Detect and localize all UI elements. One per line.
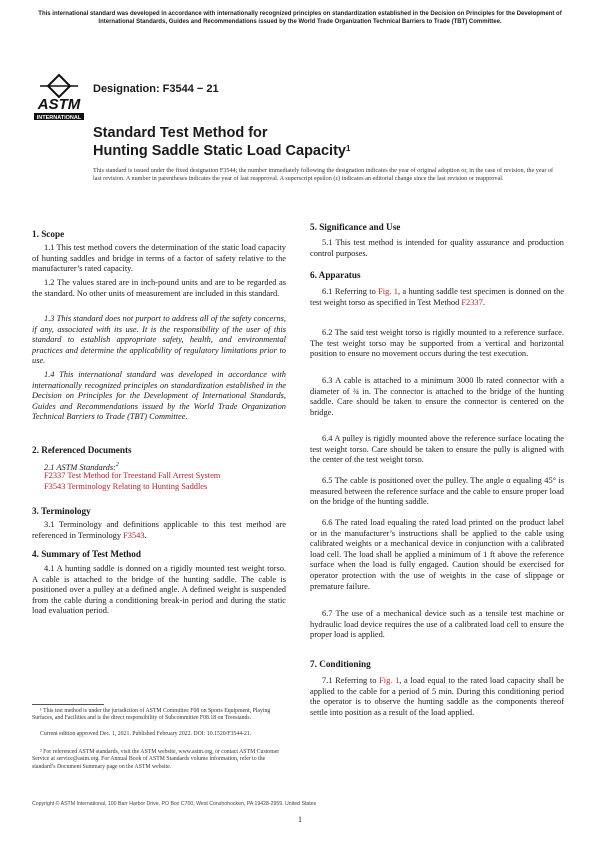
para-1-3: 1.3 This standard does not purport to address all of the safety concerns, if any, associated with its use. It is the responsibility of the user of this standard to establish appropriate safety, health, and environmental practices and determine the applicability of regulatory limitations prior to use.: [32, 314, 286, 366]
section-3-heading: 3. Terminology: [32, 506, 91, 516]
ref-title-f3543[interactable]: Terminology Relating to Hunting Saddles: [67, 482, 208, 491]
logo-text: ASTM: [37, 96, 81, 113]
title-line-2: Hunting Saddle Static Load Capacity: [93, 143, 346, 159]
copyright-line: Copyright © ASTM International, 100 Barr Harbor Drive, PO Box C700, West Conshohocken, PA 19428-2959. United States: [32, 801, 317, 807]
fig1-link-2[interactable]: Fig. 1: [379, 676, 400, 685]
para-3-1: 3.1 Terminology and definitions applicable to this test method are referenced in Terminology F3543.: [32, 520, 286, 540]
standards-notice: This international standard was developed in accordance with internationally recognized principles on standardization established in the Decision on Principles for the Development of International Standards, Guides and Recommendations issued by the World Trade Organization Technical Barriers to Trade (TBT) Committee.: [38, 11, 562, 25]
para-5-1: 5.1 This test method is intended for quality assurance and production control purposes.: [310, 238, 564, 258]
ref-code-f3543[interactable]: F3543: [44, 482, 66, 491]
section-7-heading: 7. Conditioning: [310, 659, 371, 669]
section-6-heading: 6. Apparatus: [310, 270, 361, 280]
para-6-4: 6.4 A pulley is rigidly mounted above the reference surface locating the test weight torso. Care should be taken to ensure the pully is aligned with the center of the test weight torso.: [310, 434, 564, 465]
footnote-2: ² For referenced ASTM standards, visit the ASTM website, www.astm.org, or contact ASTM Customer Service at service@astm.org. For Annual Book of ASTM Standards volume information, refer to the standard’s Document Summary page on the ASTM website.: [32, 749, 280, 770]
para-1-4: 1.4 This international standard was developed in accordance with internationally recognized principles on standardization established in the Decision on Principles for the Development of International Standards, Guides and Recommendations issued by the World Trade Organization Technical Barriers to Trade (TBT) Committee.: [32, 370, 286, 422]
section-5-heading: 5. Significance and Use: [310, 222, 401, 232]
para-6-1: 6.1 Referring to Fig. 1, a hunting saddle test specimen is donned on the test weight torso as specified in Test Method F2337.: [310, 287, 564, 307]
para-1-2: 1.2 The values stared are in inch-pound units and are to be regarded as the standard. No other units of measurement are included in this standard.: [32, 278, 286, 298]
astm-standards-label: 2.1 ASTM Standards:$^2$: [44, 462, 119, 472]
issuance-note: This standard is issued under the fixed designation F3544; the number immediately following the designation indicates the year of original adoption or, in the case of revision, the year of last revision. A number in parentheses indicates the year of last reapproval. A superscript epsilon (ε) indicates an editorial change since the last revision or reapproval.: [93, 167, 554, 183]
reference-f3543[interactable]: [44, 482, 207, 493]
footnote-1: ¹ This test method is under the jurisdiction of ASTM Committee F08 on Sports Equipment, Playing Surfaces, and Facilities and is the direct responsibility of Subcommittee F08.18 on Treestands.: [32, 708, 271, 722]
para-6-7: 6.7 The use of a mechanical device such as a tensile test machine or hydraulic load device requires the use of a calibrated load cell to ensure the proper load is applied.: [310, 609, 564, 640]
section-2-heading: 2. Referenced Documents: [32, 445, 132, 455]
astm-logo: [30, 72, 88, 122]
document-title: [93, 124, 553, 160]
reference-f2337[interactable]: [44, 471, 220, 482]
footnote-divider: [32, 704, 104, 705]
section-4-heading: 4. Summary of Test Method: [32, 549, 141, 559]
logo-subtext: INTERNATIONAL: [36, 115, 82, 121]
title-footnote-mark: 1: [345, 144, 351, 153]
para-6-2: 6.2 The said test weight torso is rigidly mounted to a reference surface. The test weight torso may be supported from a vertical and horizontal position to ensure no movement occurs during the test execution.: [310, 328, 564, 359]
para-6-3: 6.3 A cable is attached to a minimum 3000 lb rated connector with a diameter of ¾ in. The connector is attached to the bridge of the hunting saddle. Care should be taken to ensure the connector is centered on the bridge.: [310, 376, 564, 417]
designation: Designation: F3544 − 21: [93, 83, 219, 95]
page-number: 1: [298, 815, 302, 824]
para-7-1: 7.1 Referring to Fig. 1, a load equal to the rated load capacity shall be applied to the cable for a period of 5 min. During this conditioning period the operator is to observe the hunting saddle as the components thereof settle into position as a result of the load applied.: [310, 676, 564, 717]
para-1-1: 1.1 This test method covers the determination of the static load capacity of hunting saddles and bridge in terms of a factor of safety relative to the manufacturer’s rated capacity.: [32, 243, 286, 274]
ref-title-f2337[interactable]: Test Method for Treestand Fall Arrest System: [67, 471, 221, 480]
title-line-1: Standard Test Method for: [93, 125, 268, 141]
ref-code-f2337[interactable]: F2337: [44, 471, 66, 480]
para-4-1: 4.1 A hunting saddle is donned on a rigidly mounted test weight torso. A cable is attached to the bridge of the hunting saddle. The cable is positioned over a pulley at a defined angle. A defined weight is suspended from the cable during a conditioning break-in period and during the static load evaluation period.: [32, 564, 286, 616]
terminology-link[interactable]: F3543: [123, 530, 145, 540]
footnote-1-edition: Current edition approved Dec. 1, 2021. Published February 2022. DOI: 10.1520/F3544-21.: [40, 731, 252, 737]
para-6-5: 6.5 The cable is positioned over the pulley. The angle α equaling 45° is measured between the reference surface and the cable to ensure proper load on the bridge of the hunting saddle.: [310, 476, 564, 507]
section-1-heading: 1. Scope: [32, 229, 65, 239]
para-6-6: 6.6 The rated load equaling the rated load printed on the product label or in the manufacturer’s instructions shall be applied to the cable using calibrated weights or a mechanical device in conjunction with a calibrated load cell. The load shall be applied a minimum of 1 ft above the reference surface when the load is fully engaged. Caution should be exercised for operator protection with the use of weights in the case of slippage or premature failure.: [310, 518, 564, 591]
fig1-link[interactable]: Fig. 1: [378, 287, 398, 296]
f2337-link[interactable]: F2337: [461, 297, 483, 307]
